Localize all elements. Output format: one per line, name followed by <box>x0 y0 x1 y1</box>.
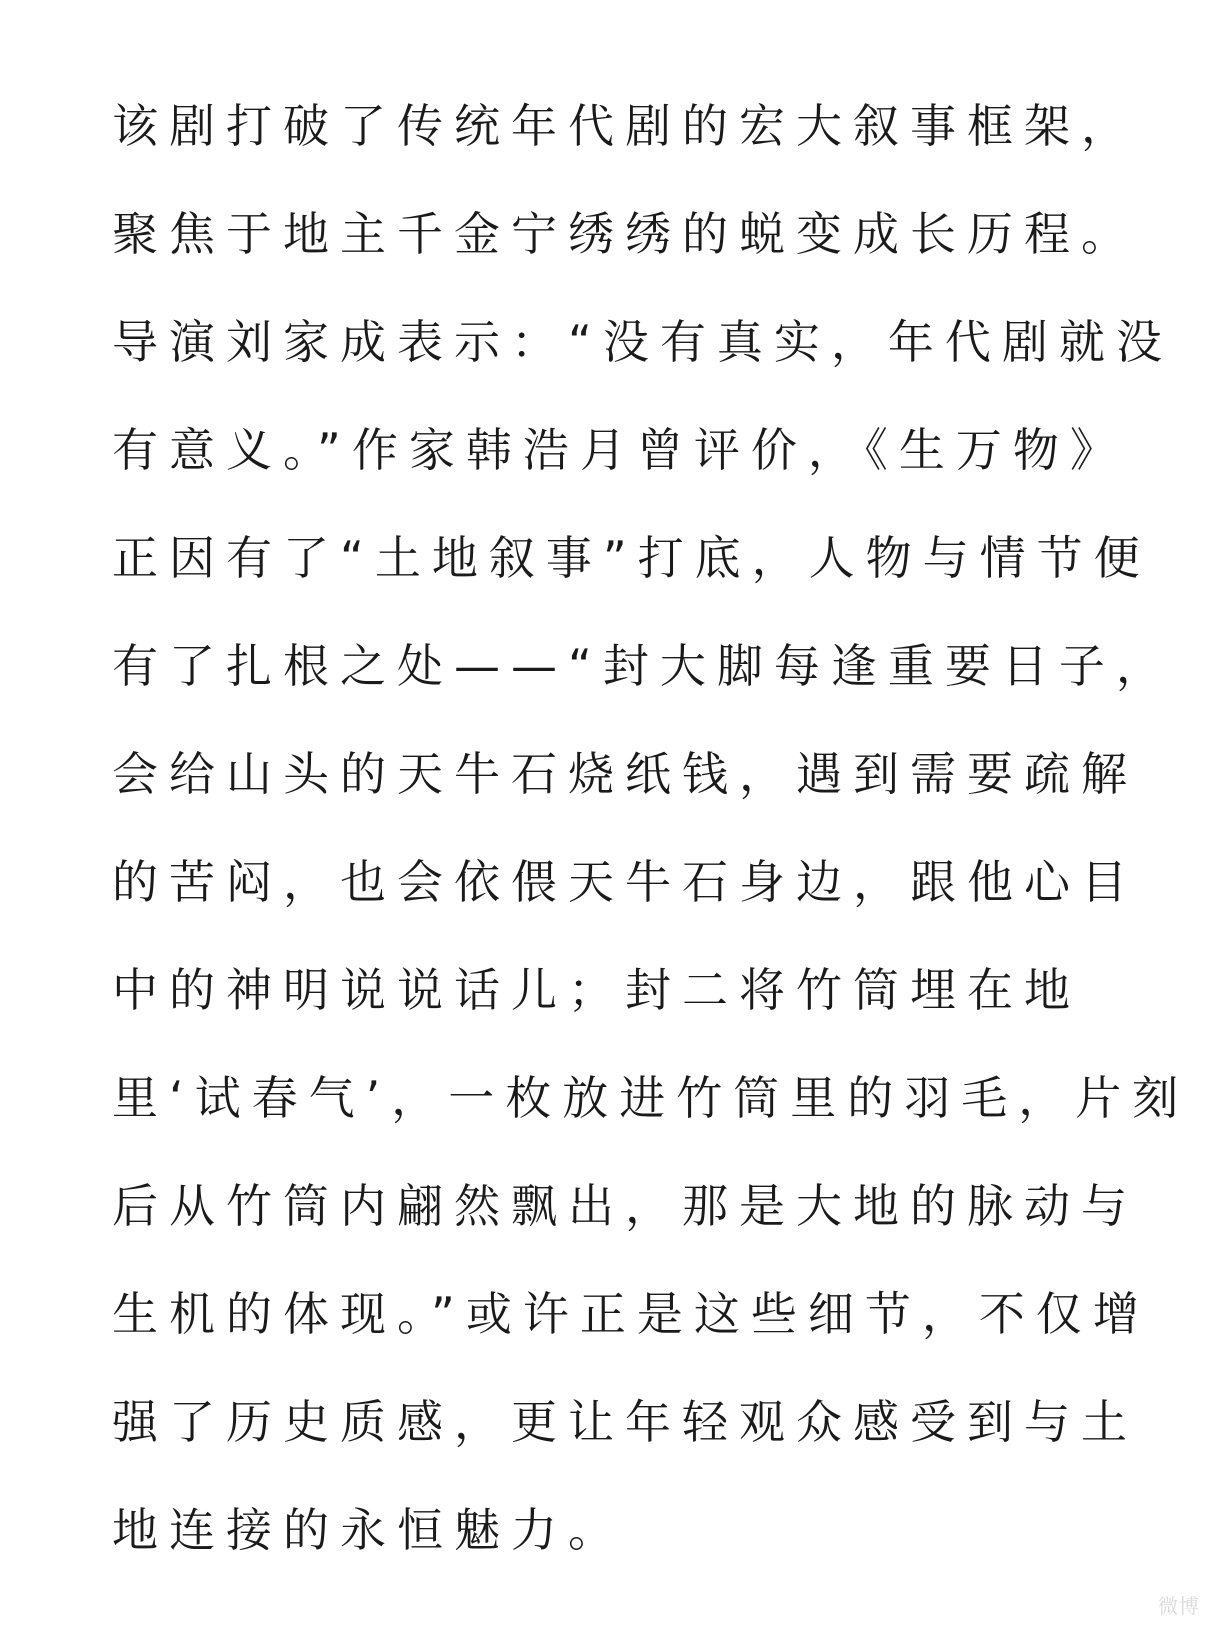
article-line: 中的神明说说话儿；封二将竹筒埋在地 <box>112 963 1081 1017</box>
article-line: 地连接的永恒魅力。 <box>112 1503 625 1557</box>
article-line: 会给山头的天牛石烧纸钱，遇到需要疏解 <box>112 747 1138 801</box>
article-line: 有了扎根之处——“封大脚每逢重要日子， <box>112 639 1173 693</box>
article-line: 里‘试春气’，一枚放进竹筒里的羽毛，片刻 <box>112 1071 1190 1125</box>
article-line: 生机的体现。”或许正是这些细节，不仅增 <box>112 1287 1150 1341</box>
article-line: 导演刘家成表示：“没有真实，年代剧就没 <box>112 315 1173 369</box>
article-line: 的苦闷，也会依偎天牛石身边，跟他心目 <box>112 855 1138 909</box>
article-line: 正因有了“土地叙事”打底，人物与情节便 <box>112 531 1151 585</box>
article-line: 聚焦于地主千金宁绣绣的蜕变成长历程。 <box>112 207 1138 261</box>
watermark: 微博 <box>1158 1594 1200 1618</box>
article-line: 后从竹筒内翩然飘出，那是大地的脉动与 <box>112 1179 1138 1233</box>
article-line: 强了历史质感，更让年轻观众感受到与土 <box>112 1395 1138 1449</box>
article-line: 该剧打破了传统年代剧的宏大叙事框架， <box>112 99 1138 153</box>
article-line: 有意义。”作家韩浩月曾评价，《生万物》 <box>112 423 1127 477</box>
article-body <box>112 72 1190 1584</box>
